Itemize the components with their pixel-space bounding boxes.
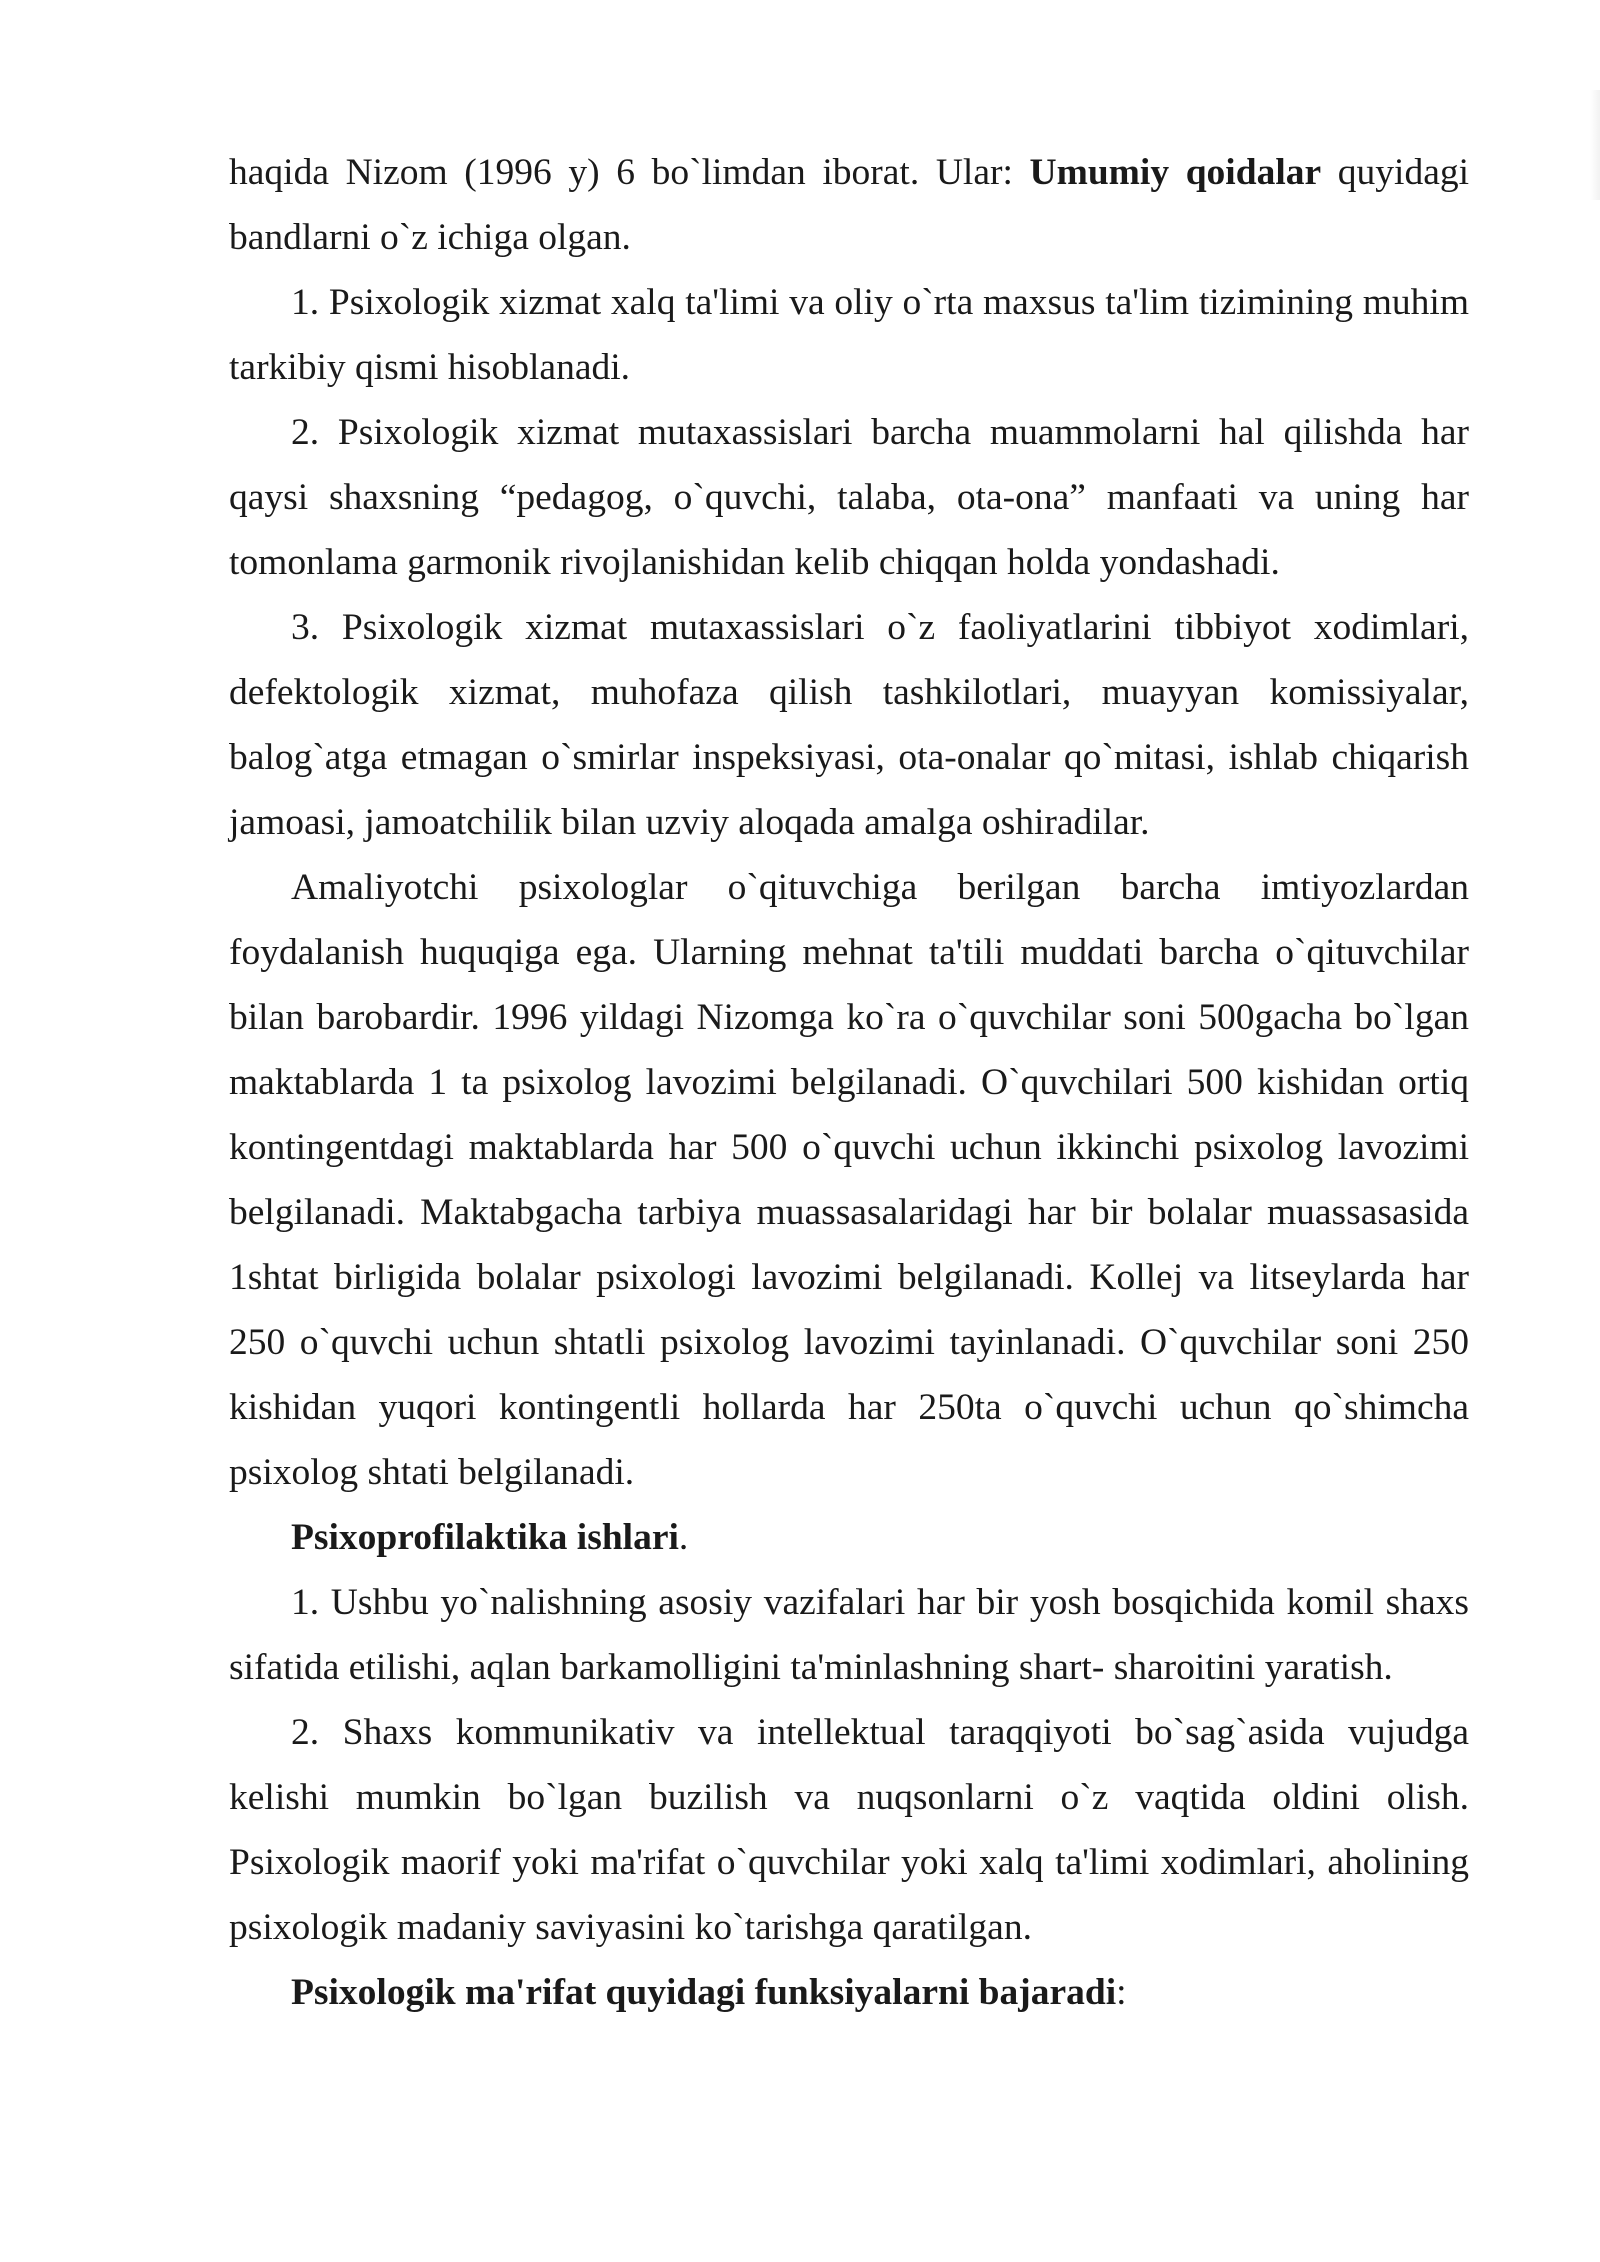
document-page — [229, 140, 1469, 2025]
enlightenment-heading-text: Psixologik ma'rifat quyidagi funksiyalarni bajaradi — [291, 1972, 1117, 2013]
general-rule-1: 1. Psixologik xizmat xalq ta'limi va oliy o`rta maxsus ta'lim tizimining muhim tarkibiy qismi hisoblanadi. — [229, 282, 1469, 388]
page-edge-shadow — [1590, 90, 1600, 200]
prophylaxis-heading-punct: . — [678, 1517, 689, 1558]
intro-paragraph — [229, 140, 1469, 270]
prophylaxis-heading — [229, 1505, 1469, 1570]
staffing-paragraph: Amaliyotchi psixologlar o`qituvchiga berilgan barcha imtiyozlardan foydalanish huquqiga ega. Ularning mehnat ta'tili muddati barcha o`qituvchilar bilan barobardir. 1996 yildagi Nizomga ko`ra o`quvchilar soni 500gacha bo`lgan maktablarda 1 ta psixolog lavozimi belgilanadi. O`quvchilari 500 kishidan ortiq kontingentdagi maktablarda har 500 o`quvchi uchun ikkinchi psixolog lavozimi belgilanadi. Maktabgacha tarbiya muassasalaridagi har bir bolalar muassasasida 1shtat birligida bolalar psixologi lavozimi belgilanadi. Kollej va litseylarda har 250 o`quvchi uchun shtatli psixolog lavozimi tayinlanadi. O`quvchilar soni 250 kishidan yuqori kontingentli hollarda har 250ta o`quvchi uchun qo`shimcha psixolog shtati belgilanadi. — [229, 867, 1469, 1493]
general-rules-title: Umumiy qoidalar — [1029, 152, 1322, 193]
enlightenment-heading — [229, 1960, 1469, 2025]
intro-text-before: haqida Nizom (1996 y) 6 bo`limdan iborat. Ular: — [229, 152, 1030, 193]
intro-text-after: quyidagi bandlarni o`z ichiga olgan. — [229, 152, 1470, 258]
prophylaxis-item-1: 1. Ushbu yo`nalishning asosiy vazifalari har bir yosh bosqichida komil shaxs sifatida etilishi, aqlan barkamolligini ta'minlashning shart- sharoitini yaratish. — [229, 1582, 1469, 1688]
prophylaxis-item-2: 2. Shaxs kommunikativ va intellektual taraqqiyoti bo`sag`asida vujudga kelishi mumkin bo`lgan buzilish va nuqsonlarni o`z vaqtida oldini olish. Psixologik maorif yoki ma'rifat o`quvchilar yoki xalq ta'limi xodimlari, aholining psixologik madaniy saviyasini ko`tarishga qaratilgan. — [229, 1712, 1469, 1948]
prophylaxis-heading-text: Psixoprofilaktika ishlari — [291, 1517, 679, 1558]
enlightenment-heading-punct: : — [1116, 1972, 1127, 2013]
general-rule-3: 3. Psixologik xizmat mutaxassislari o`z faoliyatlarini tibbiyot xodimlari, defektologik xizmat, muhofaza qilish tashkilotlari, muayyan komissiyalar, balog`atga etmagan o`smirlar inspeksiyasi, ota-onalar qo`mitasi, ishlab chiqarish jamoasi, jamoatchilik bilan uzviy aloqada amalga oshiradilar. — [229, 607, 1469, 843]
general-rule-2: 2. Psixologik xizmat mutaxassislari barcha muammolarni hal qilishda har qaysi shaxsning “pedagog, o`quvchi, talaba, ota-ona” manfaati va uning har tomonlama garmonik rivojlanishidan kelib chiqqan holda yondashadi. — [229, 412, 1469, 583]
